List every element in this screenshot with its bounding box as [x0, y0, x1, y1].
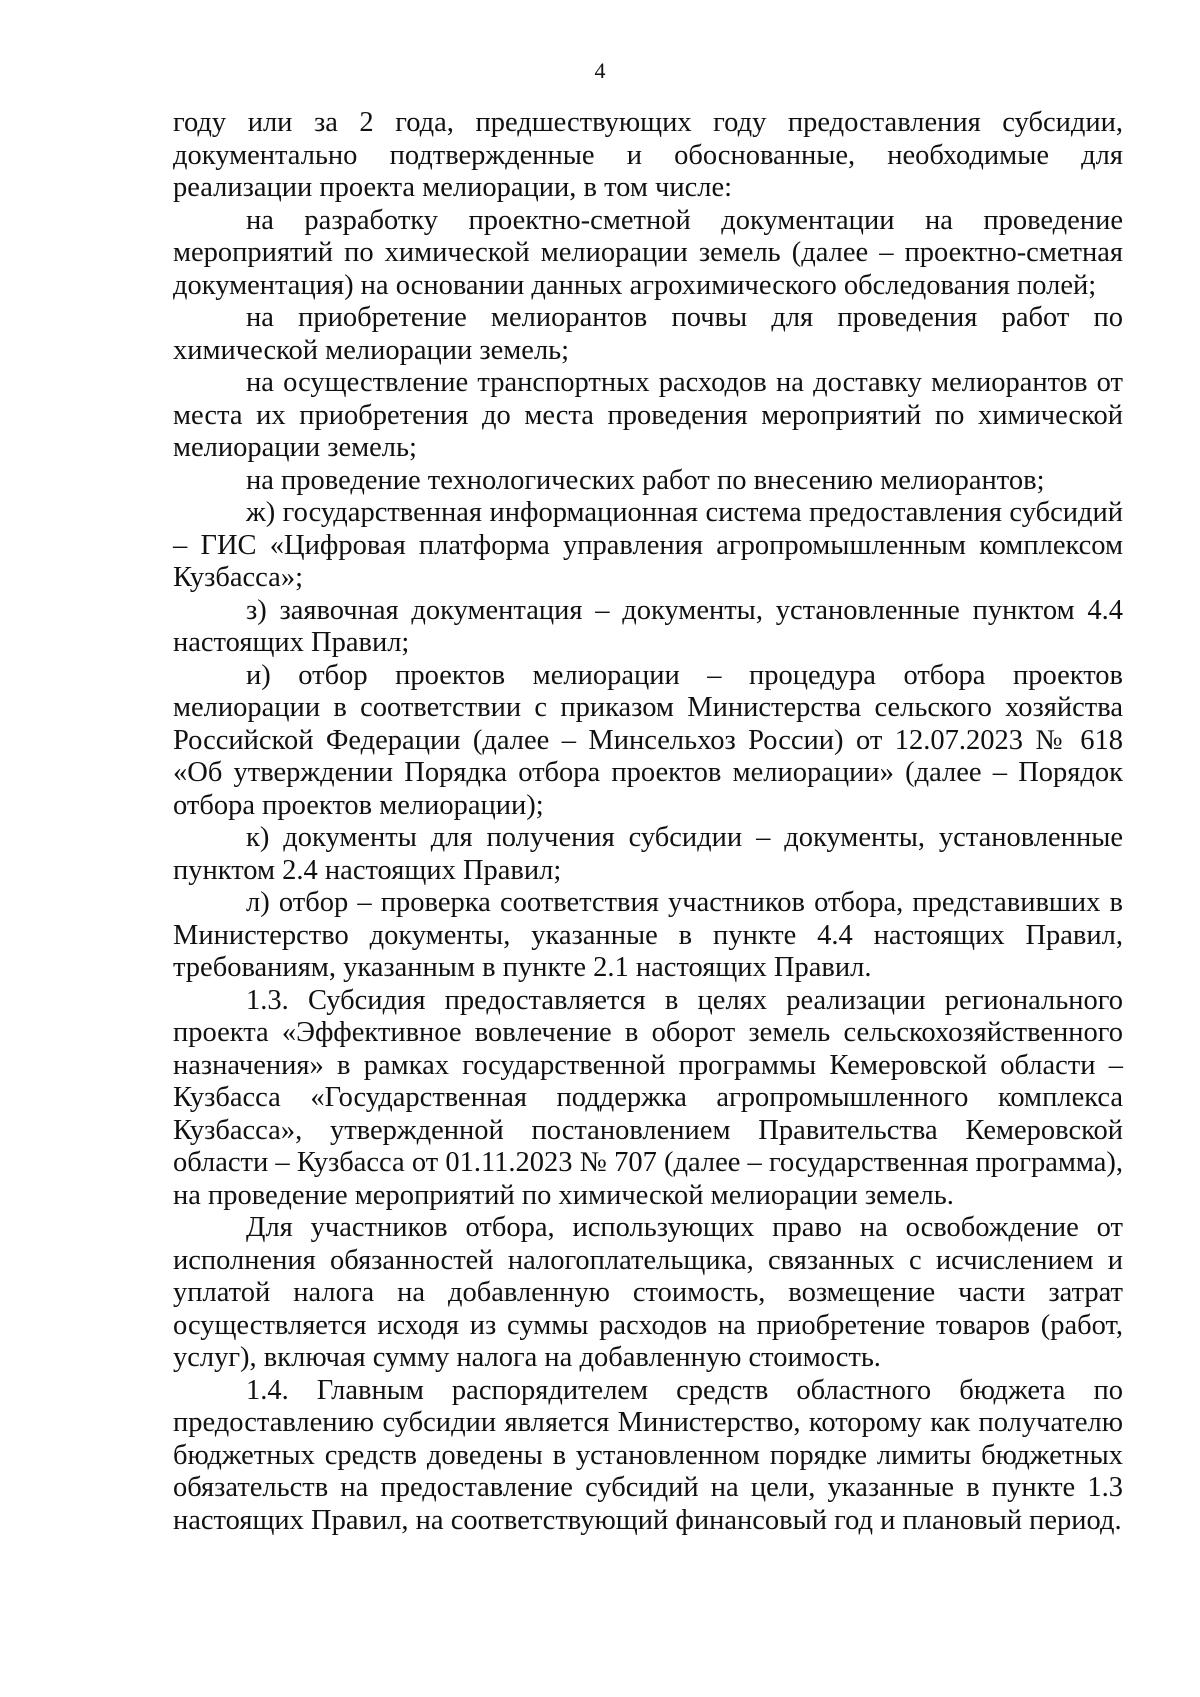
paragraph-item-l: л) отбор – проверка соответствия участников отбора, представивших в Министерство документы, указанные в пункте 4.4 настоящих Правил, требованиям, указанным в пункте 2.1 настоящих Правил. [173, 887, 1123, 983]
paragraph-item-i: и) отбор проектов мелиорации – процедура отбора проектов мелиорации в соответствии с приказом Министерства сельского хозяйства Российской Федерации (далее – Минсельхоз России) от 12.07.2023 № 618 «Об утверждении Порядка отбора проектов мелиорации» (далее – Порядок отбора проектов мелиорации); [173, 659, 1123, 821]
paragraph-vat-exemption: Для участников отбора, использующих право на освобождение от исполнения обязанностей налогоплательщика, связанных с исчислением и уплатой налога на добавленную стоимость, возмещение части затрат осуществляется исходя из суммы расходов на приобретение товаров (работ, услуг), включая сумму налога на добавленную стоимость. [173, 1212, 1123, 1373]
paragraph-section-1-4: 1.4. Главным распорядителем средств областного бюджета по предоставлению субсидии является Министерство, которому как получателю бюджетных средств доведены в установленном порядке лимиты бюджетных обязательств на предоставление субсидий на цели, указанные в пункте 1.3 настоящих Правил, на соответствующий финансовый год и плановый период. [173, 1374, 1123, 1536]
paragraph-item-zh: ж) государственная информационная система предоставления субсидий – ГИС «Цифровая платформа управления агропромышленным комплексом Кузбасса»; [173, 497, 1123, 593]
page-number: 4 [594, 58, 606, 83]
paragraph-item-z: з) заявочная документация – документы, установленные пунктом 4.4 настоящих Правил; [173, 594, 1123, 658]
paragraph-design-documentation: на разработку проектно-сметной документации на проведение мероприятий по химической мелиорации земель (далее – проектно-сметная документация) на основании данных агрохимического обследования полей; [173, 204, 1123, 301]
document-body [173, 107, 1123, 1537]
paragraph-item-k: к) документы для получения субсидии – документы, установленные пунктом 2.4 настоящих Правил; [173, 822, 1123, 886]
paragraph-continuation: году или за 2 года, предшествующих году предоставления субсидии, документально подтвержденные и обоснованные, необходимые для реализации проекта мелиорации, в том числе: [173, 107, 1123, 203]
paragraph-transport-costs: на осуществление транспортных расходов на доставку мелиорантов от места их приобретения до места проведения мероприятий по химической мелиорации земель; [173, 367, 1123, 463]
paragraph-section-1-3: 1.3. Субсидия предоставляется в целях реализации регионального проекта «Эффективное вовлечение в оборот земель сельскохозяйственного назначения» в рамках государственной программы Кемеровской области – Кузбасса «Государственная поддержка агропромышленного комплекса Кузбасса», утвержденной постановлением Правительства Кемеровской области – Кузбасса от 01.11.2023 № 707 (далее – государственная программа), на проведение мероприятий по химической мелиорации земель. [173, 984, 1123, 1211]
paragraph-ameliorant-purchase: на приобретение мелиорантов почвы для проведения работ по химической мелиорации земель; [173, 302, 1123, 366]
paragraph-technological-works: на проведение технологических работ по внесению мелиорантов; [246, 464, 1045, 496]
